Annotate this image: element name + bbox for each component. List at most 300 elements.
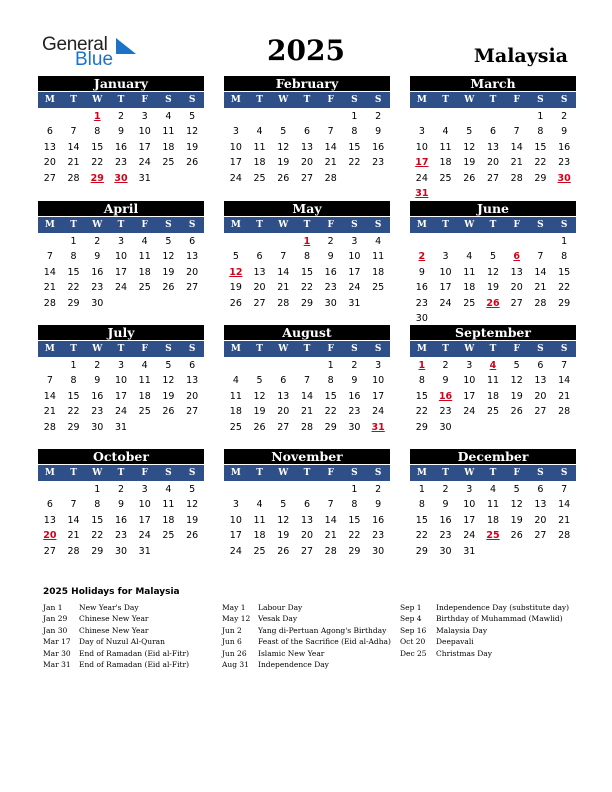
holiday-name: Chinese New Year [79,614,149,624]
month-april [38,201,204,311]
empty-day-cell [271,234,295,249]
day-cell: 29 [300,297,314,309]
day-cell: 27 [43,545,56,557]
day-cell: 10 [114,375,128,387]
day-cell: 19 [510,514,523,526]
day-cell: 1 [351,484,358,495]
day-cell: 10 [463,375,476,387]
day-cell: 2 [327,236,334,247]
day-cell: 15 [415,514,428,526]
holiday-date: Mar 30 [43,648,71,658]
holiday-day-cell: 16 [438,390,453,402]
weekday-label: T [256,468,263,478]
day-cell: 26 [186,530,199,542]
holiday-day-cell: 25 [486,530,500,542]
empty-day-cell [481,109,505,124]
day-cell: 2 [94,360,101,371]
empty-day-cell [248,109,272,124]
day-cell: 23 [372,530,385,542]
day-cell: 9 [442,375,449,387]
holiday-entry [43,659,189,670]
day-cell: 8 [94,499,101,511]
day-cell: 14 [534,266,547,278]
day-cell: 24 [114,406,128,418]
day-cell: 23 [558,157,571,169]
holiday-date: Jan 1 [43,603,63,612]
day-cell: 30 [415,312,428,324]
day-cell: 15 [415,390,428,402]
day-cell: 6 [537,360,544,371]
weekday-label: F [141,220,148,230]
day-cell: 20 [43,157,56,169]
weekday-header [224,92,390,108]
holiday-name: Labour Day [258,603,303,612]
day-cell: 20 [300,157,314,169]
weekday-label: S [560,344,568,354]
day-cell: 27 [300,545,314,557]
day-cell: 11 [372,251,385,263]
weekday-label: M [44,95,55,105]
day-cell: 10 [463,499,476,511]
day-cell: 9 [327,251,334,263]
month-title: July [38,325,204,340]
holiday-name: Independence Day (substitute day) [436,603,570,612]
weekday-label: W [278,95,289,105]
day-cell: 3 [232,126,239,138]
day-cell: 10 [229,141,242,153]
day-cell: 14 [43,390,56,402]
day-cell: 12 [486,266,500,278]
day-cell: 2 [375,484,382,495]
month-august [224,325,390,435]
day-cell: 11 [486,499,500,511]
day-cell: 24 [372,406,385,418]
day-cell: 4 [256,126,263,138]
day-cell: 3 [351,236,358,247]
day-cell: 28 [300,421,314,433]
weekday-label: W [464,344,475,354]
day-cell: 25 [253,172,266,184]
day-cell: 7 [327,499,334,511]
day-cell: 30 [324,297,337,309]
day-cell: 5 [280,499,287,511]
day-cell: 30 [91,297,104,309]
day-cell: 6 [280,375,287,387]
day-cell: 28 [324,172,337,184]
weekday-header [410,217,576,233]
day-grid [38,482,204,559]
holiday-date: May 12 [222,614,251,624]
empty-day-cell [295,109,319,124]
day-cell: 18 [439,157,452,169]
day-cell: 21 [324,157,337,169]
holiday-entry [222,636,391,647]
weekday-label: T [117,344,125,354]
holidays-column [400,602,569,659]
day-cell: 19 [277,530,290,542]
weekday-label: W [278,468,289,478]
day-grid [410,482,576,559]
day-cell: 16 [372,514,385,526]
day-cell: 23 [415,297,428,309]
day-cell: 20 [277,406,290,418]
holiday-date: Dec 25 [400,648,427,658]
holiday-day-cell: 1 [303,236,311,247]
month-title: December [410,449,576,464]
holiday-day-cell: 1 [418,360,426,371]
day-cell: 24 [439,297,452,309]
holiday-name: End of Ramadan (Eid al-Fitr) [79,648,190,658]
day-cell: 21 [300,406,314,418]
day-cell: 9 [351,375,358,387]
day-cell: 19 [186,141,199,153]
day-cell: 17 [463,514,476,526]
day-cell: 21 [324,530,337,542]
weekday-label: M [230,95,241,105]
day-cell: 7 [513,126,520,138]
day-grid [410,109,576,201]
day-cell: 23 [348,406,361,418]
holiday-day-cell: 1 [93,111,101,122]
day-cell: 23 [114,530,128,542]
day-cell: 5 [513,360,520,371]
month-title: March [410,76,576,91]
holiday-day-cell: 26 [486,297,500,309]
empty-day-cell [505,234,529,249]
holiday-date: Jun 6 [222,637,242,647]
day-cell: 26 [229,297,242,309]
weekday-label: T [303,95,311,105]
weekday-label: T [70,468,77,478]
day-cell: 5 [489,251,497,263]
day-cell: 8 [351,126,358,138]
day-cell: 9 [117,499,125,511]
empty-day-cell [38,109,62,124]
holidays-title: 2025 Holidays for Malaysia [43,587,180,597]
day-cell: 24 [348,282,361,294]
weekday-header [38,341,204,357]
day-cell: 19 [463,157,476,169]
day-cell: 26 [162,406,175,418]
day-cell: 26 [186,157,199,169]
day-cell: 18 [138,390,151,402]
day-cell: 10 [415,141,428,153]
day-cell: 13 [186,375,199,387]
day-cell: 5 [189,111,196,122]
empty-day-cell [529,234,553,249]
day-cell: 20 [186,390,199,402]
day-cell: 27 [510,297,523,309]
month-february [224,76,390,186]
day-cell: 26 [277,545,290,557]
day-cell: 4 [442,126,449,138]
day-cell: 12 [186,126,199,138]
day-cell: 4 [489,484,497,495]
day-cell: 12 [510,375,523,387]
day-cell: 6 [489,126,497,138]
holiday-day-cell: 12 [229,266,243,278]
day-cell: 25 [253,545,266,557]
day-grid [38,109,204,186]
empty-day-cell [271,482,295,497]
weekday-label: F [327,95,334,105]
day-cell: 27 [186,282,199,294]
day-cell: 20 [534,390,547,402]
day-cell: 19 [186,514,199,526]
empty-day-cell [410,234,434,249]
weekday-label: W [278,220,289,230]
day-cell: 10 [114,251,128,263]
empty-day-cell [481,234,505,249]
day-cell: 26 [277,172,290,184]
day-cell: 4 [232,375,239,387]
holiday-entry [222,648,391,659]
weekday-label: S [560,95,568,105]
day-cell: 21 [534,282,547,294]
holiday-day-cell: 6 [513,251,521,263]
weekday-label: F [327,220,334,230]
month-september [410,325,576,435]
weekday-label: S [351,468,358,478]
weekday-label: W [92,468,103,478]
day-cell: 18 [253,157,266,169]
day-cell: 7 [561,484,568,495]
day-cell: 27 [43,172,56,184]
weekday-label: S [165,95,172,105]
day-cell: 16 [372,141,385,153]
day-cell: 13 [300,141,314,153]
day-cell: 13 [43,141,56,153]
day-cell: 24 [138,157,151,169]
holiday-day-cell: 2 [418,251,426,263]
day-cell: 14 [67,514,80,526]
day-cell: 30 [372,545,385,557]
weekday-label: T [256,344,263,354]
weekday-label: S [188,220,196,230]
holiday-day-cell: 30 [557,172,571,184]
day-cell: 14 [67,141,80,153]
day-cell: 4 [375,236,382,247]
holiday-entry [222,602,391,613]
holiday-day-cell: 29 [90,172,104,184]
day-cell: 29 [67,421,80,433]
day-cell: 3 [117,360,125,371]
day-cell: 13 [534,499,547,511]
day-cell: 13 [300,514,314,526]
empty-day-cell [62,482,86,497]
day-cell: 17 [138,141,151,153]
day-cell: 6 [46,499,53,511]
month-title: November [224,449,390,464]
day-cell: 25 [372,282,385,294]
day-cell: 29 [91,545,104,557]
day-cell: 10 [348,251,361,263]
day-cell: 21 [67,530,80,542]
day-cell: 14 [324,514,337,526]
holiday-day-cell: 31 [371,421,385,433]
weekday-label: M [44,468,55,478]
day-cell: 4 [141,360,148,371]
day-cell: 3 [375,360,382,371]
holidays-column [222,602,391,670]
day-grid [38,234,204,311]
month-title: January [38,76,204,91]
empty-day-cell [248,482,272,497]
weekday-label: M [416,468,427,478]
day-cell: 28 [558,406,571,418]
day-cell: 31 [348,297,361,309]
month-title: August [224,325,390,340]
day-cell: 5 [513,484,520,495]
day-cell: 11 [439,141,452,153]
day-cell: 29 [415,545,428,557]
weekday-label: F [513,220,520,230]
day-cell: 8 [418,375,425,387]
weekday-label: F [327,468,334,478]
day-cell: 12 [186,499,199,511]
day-cell: 22 [67,406,80,418]
day-cell: 14 [300,390,314,402]
day-cell: 27 [186,406,199,418]
day-cell: 26 [510,406,523,418]
day-cell: 3 [117,236,125,247]
day-cell: 17 [372,390,385,402]
day-cell: 30 [91,421,104,433]
day-cell: 23 [91,282,104,294]
holiday-entry [400,648,569,659]
day-cell: 9 [561,126,568,138]
weekday-label: S [351,344,358,354]
holiday-name: Independence Day [258,659,329,669]
day-grid [224,358,390,435]
day-cell: 22 [324,406,337,418]
weekday-header [410,92,576,108]
holiday-date: Sep 4 [400,614,422,624]
day-cell: 16 [91,266,104,278]
weekday-label: T [489,220,497,230]
weekday-label: M [230,344,241,354]
day-cell: 8 [70,251,77,263]
weekday-label: S [537,344,544,354]
empty-day-cell [434,234,458,249]
day-cell: 6 [537,484,544,495]
day-cell: 24 [463,406,476,418]
holiday-entry [400,636,569,647]
holiday-date: Mar 31 [43,659,71,669]
month-title: February [224,76,390,91]
holidays-column [43,602,189,670]
day-cell: 8 [537,126,544,138]
weekday-label: S [188,95,196,105]
empty-day-cell [248,234,272,249]
holiday-entry [43,648,189,659]
day-cell: 16 [114,514,128,526]
day-cell: 25 [486,406,500,418]
day-cell: 5 [189,484,196,495]
day-cell: 26 [162,282,175,294]
weekday-label: M [416,344,427,354]
day-cell: 7 [46,375,53,387]
day-cell: 2 [351,360,358,371]
day-cell: 3 [442,251,449,263]
weekday-label: S [165,220,172,230]
weekday-label: M [44,344,55,354]
empty-day-cell [271,109,295,124]
holiday-entry [222,613,391,624]
day-cell: 15 [300,266,314,278]
day-cell: 8 [327,375,334,387]
day-cell: 26 [463,172,476,184]
day-cell: 25 [162,157,175,169]
day-cell: 1 [351,111,358,122]
day-cell: 22 [300,282,314,294]
day-cell: 4 [165,484,172,495]
day-cell: 14 [324,141,337,153]
day-cell: 7 [280,251,287,263]
day-cell: 3 [418,126,425,138]
day-cell: 28 [534,297,547,309]
day-cell: 27 [300,172,314,184]
holiday-day-cell: 30 [114,172,128,184]
month-november [224,449,390,559]
weekday-label: T [117,95,125,105]
day-cell: 1 [70,360,77,371]
weekday-label: S [537,95,544,105]
day-cell: 30 [439,545,452,557]
weekday-label: S [351,220,358,230]
holiday-name: Feast of the Sacrifice (Eid al-Adha) [258,637,391,647]
day-cell: 10 [138,126,151,138]
holiday-date: Sep 16 [400,625,427,635]
empty-day-cell [295,482,319,497]
day-cell: 22 [67,282,80,294]
day-cell: 19 [486,282,500,294]
day-cell: 6 [303,499,311,511]
day-cell: 19 [162,390,175,402]
day-cell: 16 [348,390,361,402]
day-cell: 25 [439,172,452,184]
day-cell: 1 [94,484,101,495]
day-cell: 15 [534,141,547,153]
day-cell: 15 [348,141,361,153]
day-cell: 11 [463,266,476,278]
day-cell: 15 [67,266,80,278]
day-cell: 5 [232,251,239,263]
day-cell: 7 [561,360,568,371]
day-cell: 24 [229,172,242,184]
empty-day-cell [410,109,434,124]
day-cell: 17 [229,530,242,542]
day-cell: 3 [466,360,473,371]
weekday-label: M [416,95,427,105]
day-cell: 7 [70,499,77,511]
day-cell: 18 [486,390,500,402]
day-cell: 19 [162,266,175,278]
day-cell: 24 [415,172,428,184]
day-cell: 16 [324,266,337,278]
day-grid [410,358,576,435]
day-cell: 9 [94,251,101,263]
month-june [410,201,576,326]
day-cell: 12 [463,141,476,153]
logo-text-blue: Blue [75,49,114,70]
day-cell: 12 [162,375,175,387]
day-cell: 27 [534,530,547,542]
day-cell: 5 [256,375,263,387]
day-cell: 7 [303,375,311,387]
day-cell: 31 [138,172,151,184]
day-cell: 25 [138,282,151,294]
